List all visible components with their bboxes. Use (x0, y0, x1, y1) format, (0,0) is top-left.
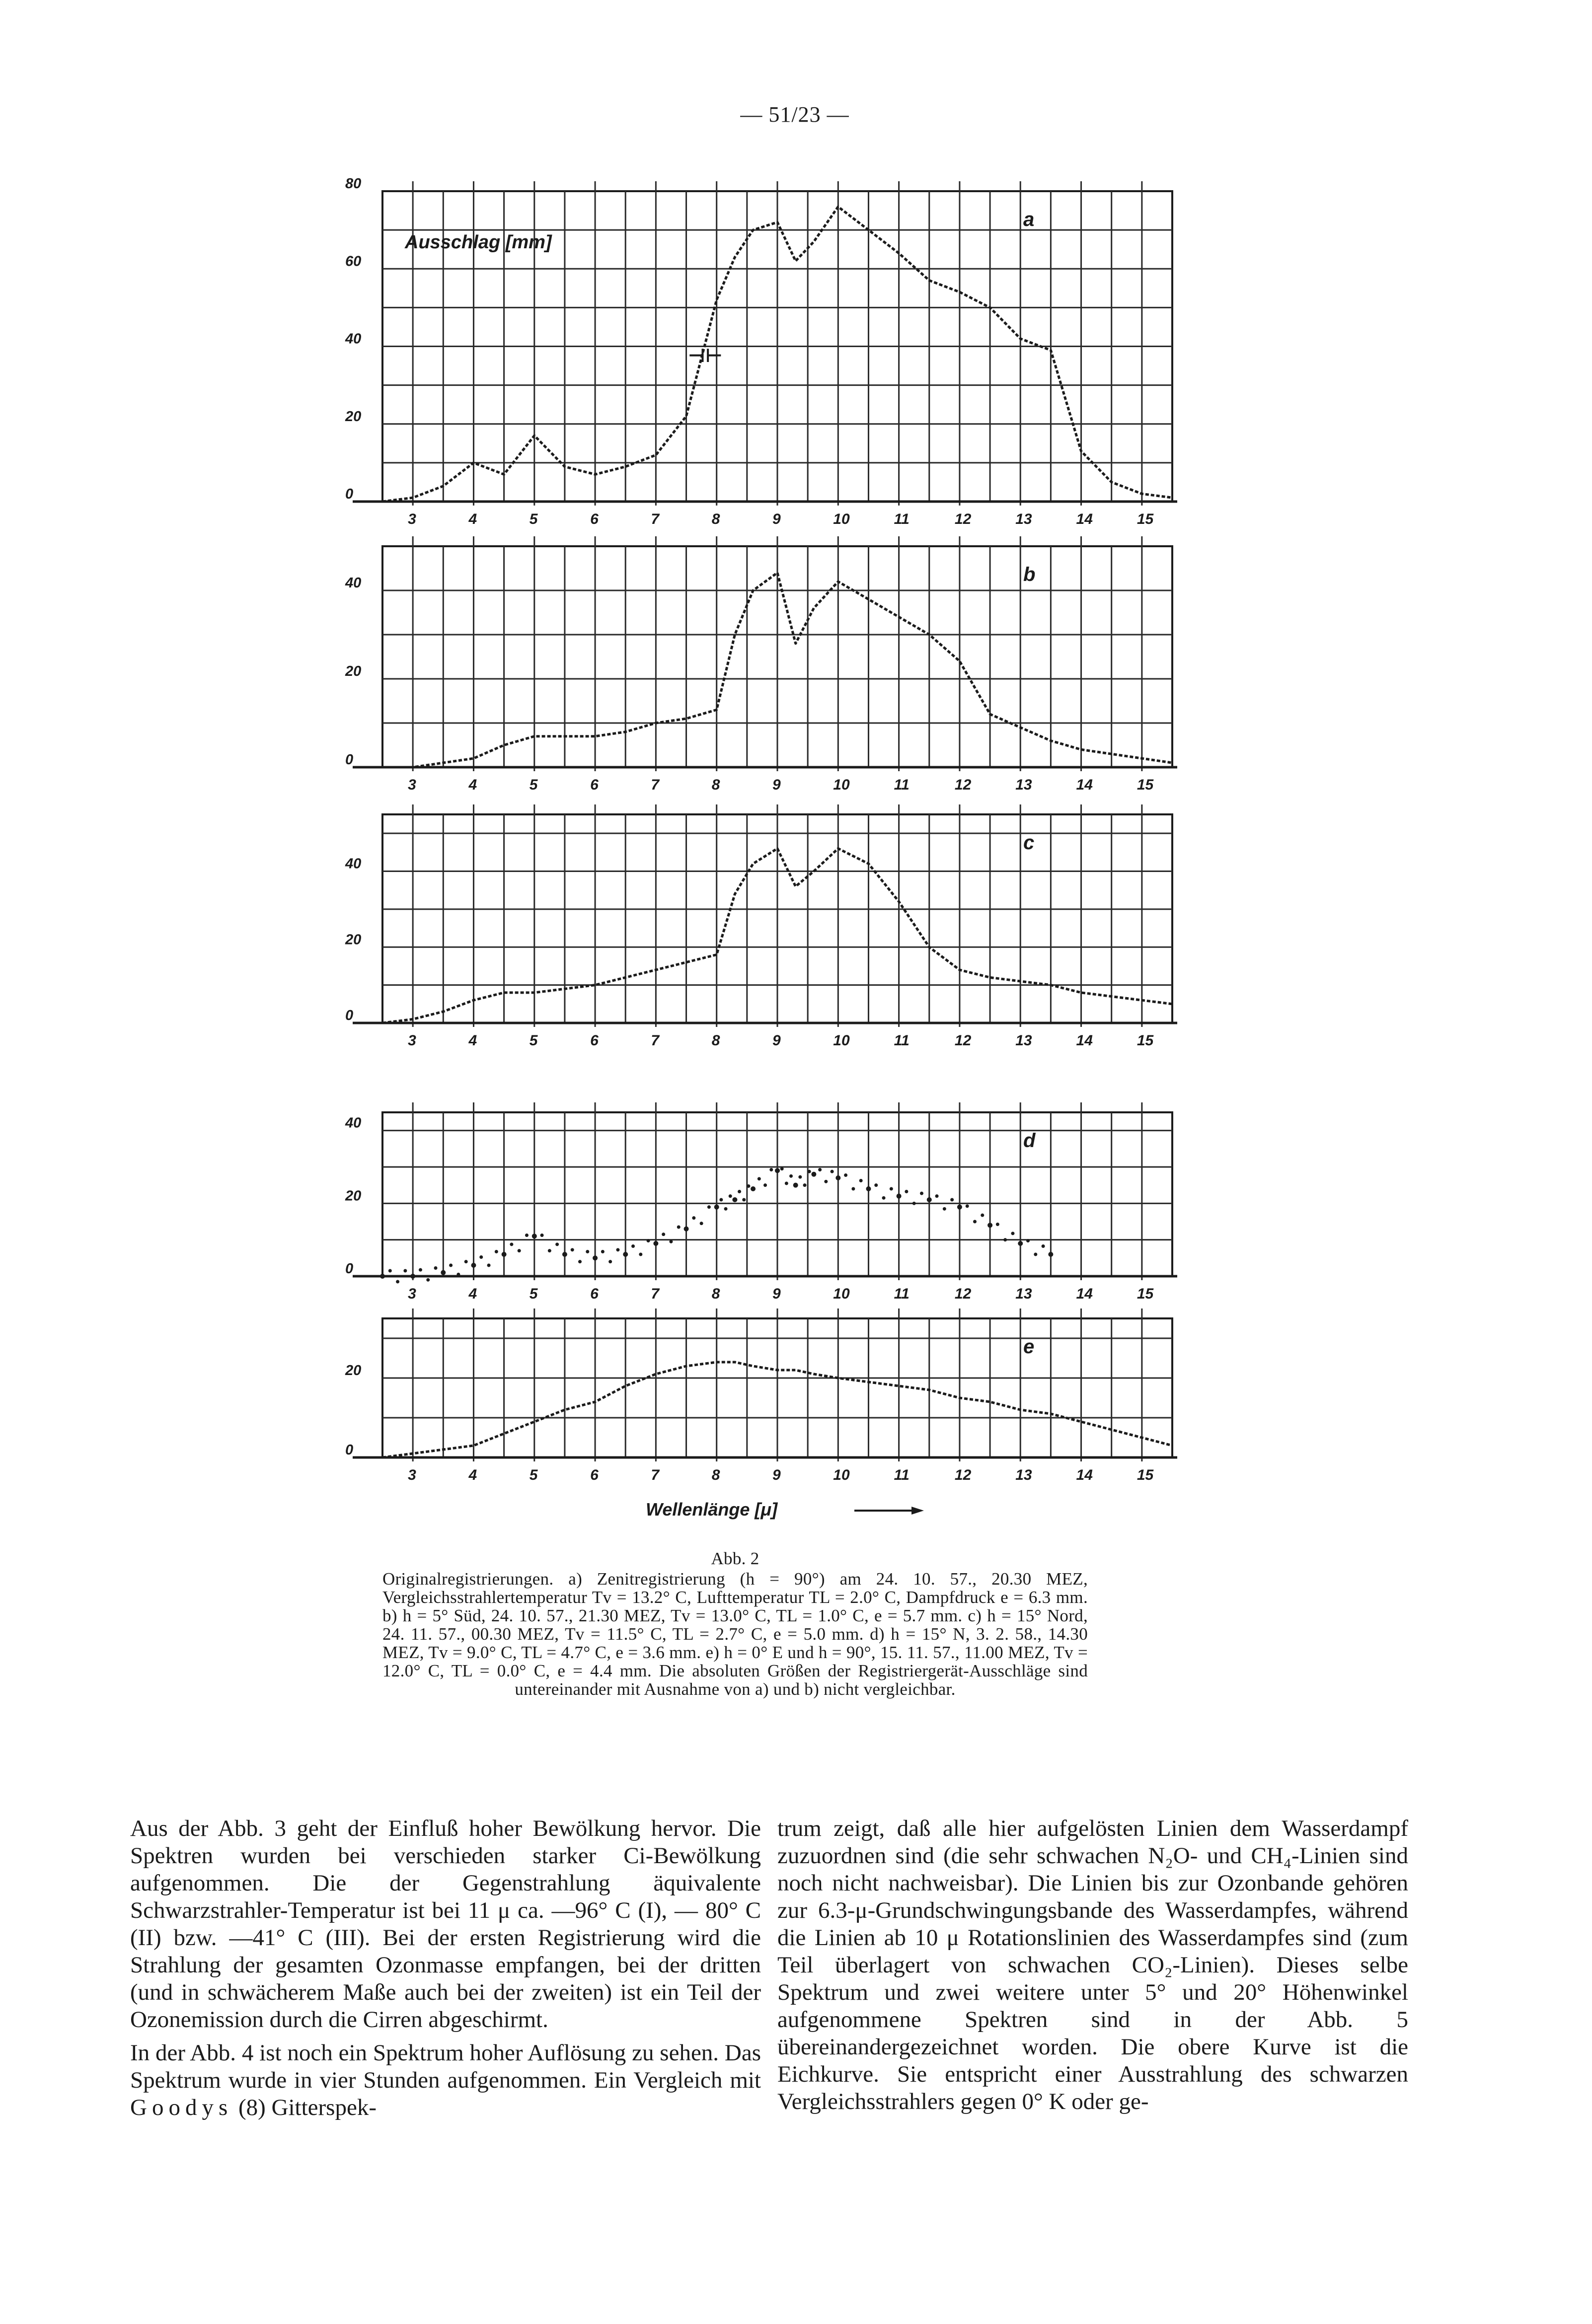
data-point (1034, 1253, 1037, 1256)
x-tick-label: 15 (1137, 1286, 1154, 1302)
panel-b (345, 536, 1177, 793)
panel-letter: c (1023, 832, 1035, 854)
panel-letter: b (1023, 564, 1036, 585)
x-tick-label: 7 (651, 1286, 660, 1302)
data-point (981, 1214, 984, 1217)
data-point (798, 1175, 802, 1179)
x-tick-label: 9 (772, 1467, 781, 1483)
data-point (818, 1168, 822, 1171)
data-point (639, 1253, 642, 1256)
x-tick-label: 14 (1076, 1467, 1093, 1483)
y-tick-label: 20 (345, 1188, 362, 1204)
data-point (593, 1255, 598, 1260)
y-tick-label: 0 (345, 1442, 354, 1458)
data-point (532, 1234, 537, 1238)
x-tick-label: 6 (590, 511, 599, 527)
caption-text: Originalregistrierungen. a) Zenitregistrierung (h = 90°) am 24. 10. 57., 20.30 MEZ, Vergleichsstrahlertemperatur Tv = 13.2° C, Lufttemperatur TL = 2.0° C, Dampfdruck e = 6.3 mm. b) h = 5° Süd, 24. 10. 57., 21.30 MEZ, Tv = 13.0° C, TL = 1.0° C, e = 5.7 mm. c) h = 15° Nord, 24. 11. 57., 00.30 MEZ, Tv = 11.5° C, TL = 2.7° C, e = 5.0 mm. d) h = 15° N, 3. 2. 58., 14.30 MEZ, Tv = 9.0° C, TL = 4.7° C, e = 3.6 mm. e) h = 0° E und h = 90°, 15. 11. 57., 11.00 MEZ, Tv = 12.0° C, TL = 0.0° C, e = 4.4 mm. Die absoluten Größen der Registriergerät-Ausschläge sind untereinander mit Ausnahme von a) und b) nicht vergleichbar. (382, 1569, 1088, 1699)
x-tick-label: 4 (468, 511, 477, 527)
data-point (1018, 1241, 1023, 1246)
grid (382, 1308, 1172, 1461)
text-column-left (130, 1815, 761, 2127)
x-tick-label: 5 (529, 777, 538, 793)
x-tick-label: 8 (711, 1032, 720, 1049)
data-point (487, 1264, 491, 1267)
x-tick-label: 4 (468, 1032, 477, 1049)
x-tick-label: 8 (711, 777, 720, 793)
x-tick-label: 6 (590, 1286, 599, 1302)
x-tick-label: 3 (408, 1032, 416, 1049)
x-tick-label: 8 (711, 1467, 720, 1483)
x-tick-label: 11 (894, 1467, 910, 1483)
y-tick-label: 20 (345, 408, 362, 425)
x-tick-label: 12 (954, 511, 972, 527)
panel-a (345, 176, 1177, 527)
data-point (707, 1205, 711, 1209)
x-tick-label: 9 (772, 1286, 781, 1302)
data-point (510, 1242, 513, 1246)
y-tick-label: 40 (345, 856, 362, 872)
data-point (927, 1197, 932, 1202)
data-point (555, 1242, 559, 1246)
panel-e (345, 1308, 1177, 1483)
data-point (866, 1186, 871, 1191)
x-tick-label: 12 (954, 1286, 972, 1302)
x-tick-label: 15 (1137, 777, 1154, 793)
x-tick-label: 6 (590, 1032, 599, 1049)
data-point (811, 1172, 816, 1177)
data-point (410, 1274, 415, 1279)
x-tick-label: 10 (833, 511, 850, 527)
data-point (789, 1174, 793, 1178)
data-point (758, 1177, 761, 1180)
x-tick-label: 13 (1015, 1286, 1032, 1302)
data-point (785, 1182, 788, 1185)
data-point (1042, 1244, 1045, 1248)
text-column-right (777, 1815, 1408, 2121)
x-tick-label: 7 (651, 777, 660, 793)
x-tick-label: 13 (1015, 1032, 1032, 1049)
paragraph: trum zeigt, daß alle hier aufgelösten Linien dem Wasserdampf zuzuordnen sind (die sehr schwachen N₂O- und CH₄-Linien sind noch nicht nachweisbar). Die Linien bis zur Ozonbande gehören zur 6.3-μ-Grundschwingungsbande des Wasserdampfes, während die Linien ab 10 μ Rotationslinien des Wasserdampfes sind (zum Teil überlagert von schwachen CO₂-Linien). Dieses selbe Spektrum und zwei weitere unter 5° und 20° Höhenwinkel aufgenommene Spektren sind in der Abb. 5 übereinandergezeichnet worden. Die obere Kurve ist die Eichkurve. Sie entspricht einer Ausstrahlung des schwarzen Vergleichsstrahlers gegen 0° K oder ge- (777, 1816, 1408, 2114)
data-point (780, 1167, 784, 1170)
x-tick-label: 14 (1076, 777, 1093, 793)
data-point (692, 1216, 695, 1220)
data-point (562, 1252, 567, 1257)
data-point (571, 1248, 574, 1251)
data-point (987, 1223, 992, 1228)
x-tick-label: 8 (711, 1286, 720, 1302)
x-tick-label: 15 (1137, 1032, 1154, 1049)
x-tick-label: 10 (833, 1467, 850, 1483)
data-point (669, 1240, 673, 1243)
data-point (973, 1220, 977, 1224)
data-point (824, 1180, 828, 1183)
x-tick-label: 9 (772, 511, 781, 527)
data-point (905, 1190, 908, 1193)
data-point (502, 1252, 507, 1257)
data-point (479, 1255, 483, 1259)
data-point (747, 1184, 750, 1188)
data-point (616, 1248, 619, 1251)
data-point (1048, 1252, 1053, 1257)
data-point (662, 1233, 665, 1236)
data-point (912, 1202, 916, 1205)
data-point (684, 1227, 689, 1232)
x-tick-label: 4 (468, 1467, 477, 1483)
data-point (729, 1194, 732, 1198)
data-point (601, 1250, 605, 1253)
data-point (803, 1183, 807, 1187)
panel-letter: e (1023, 1336, 1035, 1358)
data-point (897, 1194, 902, 1199)
data-point (844, 1173, 847, 1177)
grid (382, 536, 1172, 771)
data-point (1011, 1232, 1014, 1235)
data-point (449, 1264, 453, 1267)
figure-caption (382, 1549, 1088, 1698)
data-point (647, 1239, 650, 1242)
data-point (1026, 1239, 1030, 1242)
data-point (742, 1198, 746, 1202)
x-tick-label: 10 (833, 1286, 850, 1302)
data-point (419, 1268, 422, 1272)
data-point (935, 1194, 939, 1198)
data-point (586, 1250, 589, 1253)
data-point (1003, 1238, 1007, 1241)
data-point (403, 1269, 407, 1273)
data-point (763, 1183, 767, 1187)
data-point (890, 1187, 893, 1191)
x-tick-label: 14 (1076, 511, 1093, 527)
data-point (724, 1207, 728, 1211)
data-point (851, 1187, 855, 1191)
y-axis-label: Ausschlag [mm] (405, 232, 552, 253)
x-tick-label: 15 (1137, 1467, 1154, 1483)
data-point (882, 1196, 886, 1200)
x-tick-label: 11 (894, 1032, 910, 1049)
x-tick-label: 13 (1015, 1467, 1032, 1483)
x-tick-label: 4 (468, 1286, 477, 1302)
panel-d (345, 1102, 1177, 1302)
data-point (943, 1207, 946, 1211)
data-point (966, 1204, 969, 1208)
x-tick-label: 5 (529, 1286, 538, 1302)
y-tick-label: 0 (345, 486, 354, 502)
x-tick-label: 10 (833, 777, 850, 793)
x-tick-label: 15 (1137, 511, 1154, 527)
x-tick-label: 8 (711, 511, 720, 527)
x-tick-label: 12 (954, 1467, 972, 1483)
data-point (793, 1183, 798, 1188)
x-tick-label: 14 (1076, 1032, 1093, 1049)
data-point (714, 1205, 719, 1210)
marker-symbol: ⊣⊢ (688, 345, 723, 366)
x-tick-label: 4 (468, 777, 477, 793)
data-point (808, 1170, 811, 1173)
data-point (677, 1226, 681, 1229)
x-tick-label: 12 (954, 1032, 972, 1049)
x-tick-label: 5 (529, 1467, 538, 1483)
x-tick-label: 10 (833, 1032, 850, 1049)
data-point (719, 1198, 723, 1202)
y-tick-label: 0 (345, 1008, 354, 1023)
data-point (751, 1186, 756, 1191)
x-tick-label: 6 (590, 1467, 599, 1483)
panel-letter: a (1023, 209, 1035, 230)
y-tick-label: 40 (345, 1115, 362, 1131)
data-point (653, 1241, 658, 1246)
x-tick-label: 11 (894, 777, 910, 793)
data-point (441, 1270, 446, 1275)
y-tick-label: 0 (345, 752, 354, 768)
data-point (957, 1205, 962, 1210)
grid (382, 181, 1172, 506)
x-tick-label: 9 (772, 777, 781, 793)
page-number: — 51/23 — (740, 102, 849, 127)
x-axis-label: Wellenlänge [μ] (646, 1499, 778, 1520)
x-tick-label: 9 (772, 1032, 781, 1049)
data-point (859, 1179, 863, 1182)
data-point (835, 1175, 840, 1180)
panel-c (345, 804, 1177, 1049)
data-point (775, 1168, 780, 1173)
data-point (700, 1222, 703, 1225)
x-tick-label: 3 (408, 1467, 416, 1483)
data-point (426, 1278, 430, 1282)
caption-label: Abb. 2 (711, 1549, 759, 1568)
data-point (388, 1269, 392, 1273)
y-tick-label: 60 (345, 253, 362, 270)
data-point (950, 1198, 954, 1202)
x-tick-label: 7 (651, 511, 660, 527)
data-point (471, 1263, 476, 1268)
data-point (831, 1170, 834, 1173)
data-point (540, 1234, 544, 1237)
x-tick-label: 7 (651, 1467, 660, 1483)
x-tick-label: 12 (954, 777, 972, 793)
data-point (732, 1197, 737, 1202)
x-tick-label: 13 (1015, 777, 1032, 793)
data-point (920, 1192, 923, 1195)
data-point (380, 1274, 385, 1279)
grid (382, 1102, 1172, 1280)
data-point (608, 1260, 612, 1263)
data-point (464, 1260, 468, 1263)
paragraph: In der Abb. 4 ist noch ein Spektrum hoher Auflösung zu sehen. Das Spektrum wurde in vier Stunden aufgenommen. Ein Vergleich mit Goodys (8) Gitterspek- (130, 2040, 761, 2120)
x-tick-label: 7 (651, 1032, 660, 1049)
x-tick-label: 14 (1076, 1286, 1093, 1302)
data-point (623, 1252, 628, 1257)
data-point (525, 1234, 529, 1237)
paragraph: Aus der Abb. 3 geht der Einfluß hoher Bewölkung hervor. Die Spektren wurden bei verschieden starker Ci-Bewölkung aufgenommen. Die der Gegenstrahlung äquivalente Schwarzstrahler-Temperatur ist bei 11 μ ca. —96° C (I), — 80° C (II) bzw. —41° C (III). Bei der ersten Registrierung wird die Strahlung der gesamten Ozonmasse empfangen, bei der dritten (und in schwächerem Maße auch bei der zweiten) ist ein Teil der Ozonemission durch die Cirren abgeschirmt. (130, 1816, 761, 2033)
x-tick-label: 13 (1015, 511, 1032, 527)
panel-letter: d (1023, 1130, 1036, 1152)
data-point (738, 1190, 741, 1193)
data-point (518, 1249, 521, 1252)
x-tick-label: 5 (529, 511, 538, 527)
y-tick-label: 0 (345, 1261, 354, 1277)
x-tick-label: 11 (894, 511, 910, 527)
arrow-right-icon (854, 1507, 924, 1515)
data-point (434, 1266, 438, 1270)
y-tick-label: 20 (345, 1363, 362, 1379)
y-tick-label: 20 (345, 663, 362, 679)
data-point (769, 1168, 773, 1171)
data-point (874, 1183, 878, 1187)
data-point (631, 1244, 635, 1248)
x-tick-label: 6 (590, 777, 599, 793)
x-tick-label: 5 (529, 1032, 538, 1049)
y-tick-label: 80 (345, 176, 362, 192)
data-point (396, 1280, 399, 1284)
data-point (578, 1260, 582, 1263)
y-tick-label: 40 (345, 575, 362, 591)
data-point (495, 1250, 498, 1253)
x-tick-label: 3 (408, 511, 416, 527)
author-name: Goodys (130, 2095, 233, 2120)
data-point (456, 1273, 460, 1276)
x-tick-label: 3 (408, 777, 416, 793)
x-tick-label: 3 (408, 1286, 416, 1302)
y-tick-label: 40 (345, 331, 362, 347)
x-tick-label: 11 (894, 1286, 910, 1302)
data-point (996, 1223, 999, 1226)
data-point (548, 1249, 551, 1252)
y-tick-label: 20 (345, 932, 362, 948)
